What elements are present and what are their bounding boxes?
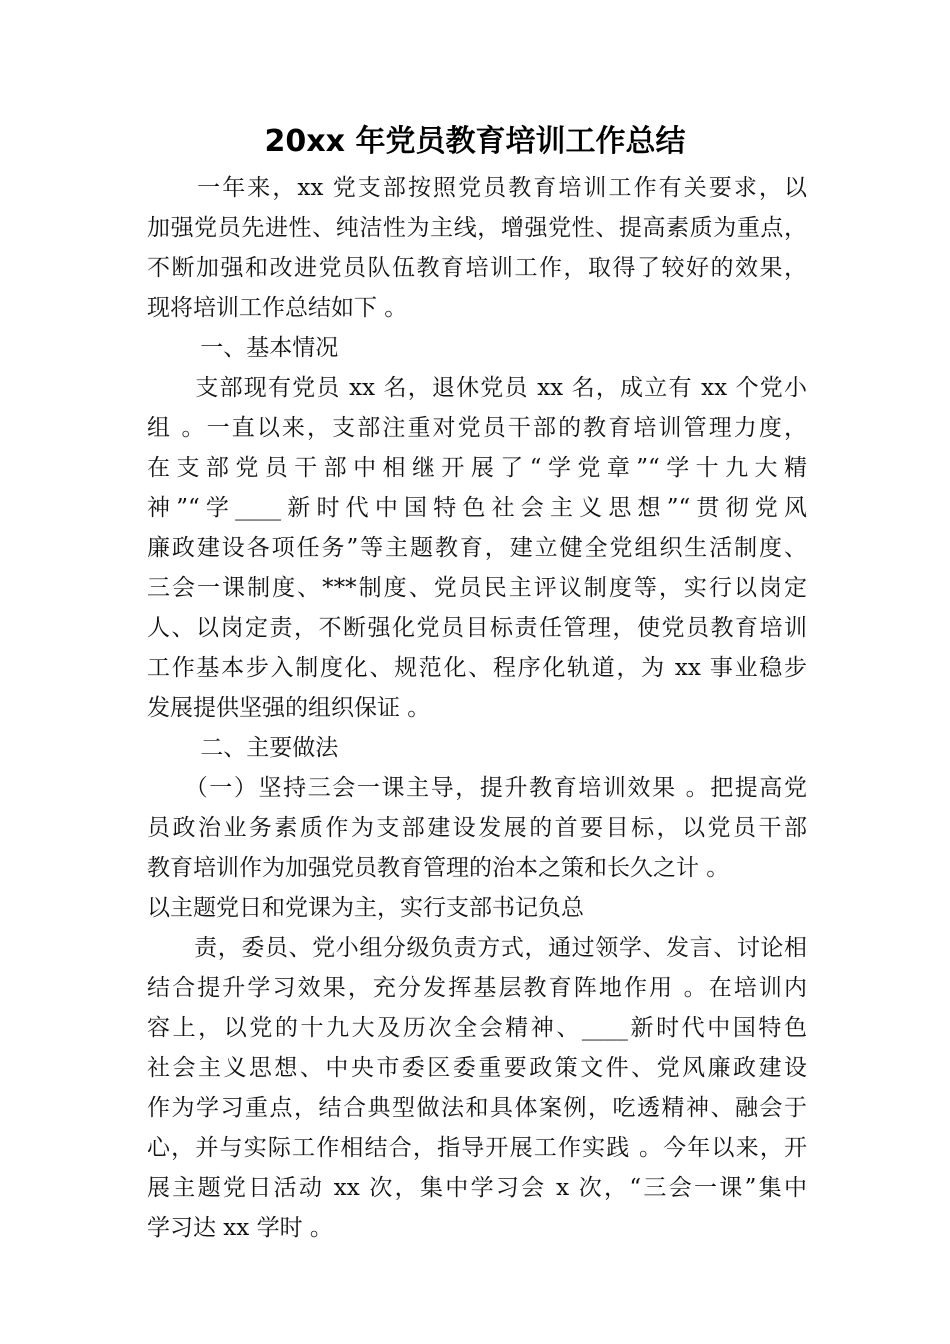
text-line: 一、基本情况 bbox=[147, 335, 339, 361]
text-line: 现将培训工作总结如下 。 bbox=[147, 295, 408, 321]
text-line: 在支部党员干部中相继开展了“学党章”“学十九大精 bbox=[147, 455, 807, 481]
text-line: 加强党员先进性、纯洁性为主线，增强党性、提高素质为重点， bbox=[147, 215, 807, 241]
text-line: 社会主义思想、中央市委区委重要政策文件、党风廉政建设 bbox=[147, 1055, 807, 1081]
text-line: 心，并与实际工作相结合，指导开展工作实践 。今年以来，开 bbox=[147, 1135, 807, 1161]
text-line: 三会一课制度、***制度、党员民主评议制度等，实行以岗定 bbox=[147, 575, 807, 601]
text-line: 容上，以党的十九大及历次全会精神、____新时代中国特色 bbox=[147, 1015, 807, 1041]
text-line: 工作基本步入制度化、规范化、程序化轨道，为 xx 事业稳步 bbox=[147, 655, 807, 681]
document-title: 20xx 年党员教育培训工作总结 bbox=[264, 124, 686, 159]
text-line: 以主题党日和党课为主，实行支部书记负总 bbox=[147, 895, 584, 921]
text-line: 员政治业务素质作为支部建设发展的首要目标，以党员干部 bbox=[147, 815, 807, 841]
text-line: 教育培训作为加强党员教育管理的治本之策和长久之计 。 bbox=[147, 855, 730, 881]
text-line: 不断加强和改进党员队伍教育培训工作，取得了较好的效果， bbox=[147, 255, 807, 281]
text-line: 学习达 xx 学时 。 bbox=[147, 1215, 333, 1241]
text-line: 廉政建设各项任务”等主题教育，建立健全党组织生活制度、 bbox=[147, 535, 807, 561]
text-line: 作为学习重点，结合典型做法和具体案例，吃透精神、融会于 bbox=[147, 1095, 807, 1121]
text-line: （一）坚持三会一课主导，提升教育培训效果 。把提高党 bbox=[147, 775, 807, 801]
text-line: 神”“学____新时代中国特色社会主义思想”“贯彻党风 bbox=[147, 495, 807, 521]
text-line: 结合提升学习效果，充分发挥基层教育阵地作用 。在培训内 bbox=[147, 975, 807, 1001]
text-line: 支部现有党员 xx 名，退休党员 xx 名，成立有 xx 个党小 bbox=[147, 375, 807, 401]
text-line: 人、以岗定责，不断强化党员目标责任管理，使党员教育培训 bbox=[147, 615, 807, 641]
text-line: 责，委员、党小组分级负责方式，通过领学、发言、讨论相 bbox=[147, 935, 807, 961]
text-line: 一年来，xx 党支部按照党员教育培训工作有关要求，以 bbox=[147, 175, 807, 201]
text-line: 组 。一直以来，支部注重对党员干部的教育培训管理力度， bbox=[147, 415, 807, 441]
text-line: 发展提供坚强的组织保证 。 bbox=[147, 695, 431, 721]
text-line: 二、主要做法 bbox=[147, 735, 339, 761]
text-line: 展主题党日活动 xx 次，集中学习会 x 次，“三会一课”集中 bbox=[147, 1175, 807, 1201]
